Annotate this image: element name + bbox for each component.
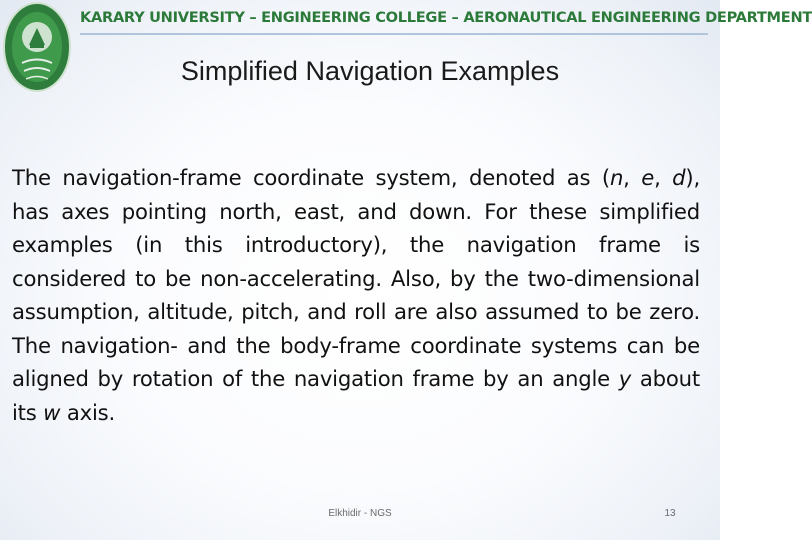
banner-divider [80,33,708,35]
body-var-y: y [618,366,632,391]
slide-title: Simplified Navigation Examples [180,56,560,86]
body-var-d: d [672,165,686,190]
footer-author: Elkhidir - NGS [328,508,392,519]
body-var-w: w [43,399,61,425]
department-banner: KARARY UNIVERSITY – ENGINEERING COLLEGE – AERONAUTICAL ENGINEERING DEPARTMENT [80,9,812,26]
body-var-e: e [641,165,655,190]
university-seal-icon [2,1,72,93]
body-sep: , [623,165,642,190]
body-text: The navigation-frame coordinate system, denoted as ( [12,165,610,190]
body-text: about its [12,366,700,425]
header [0,0,812,44]
body-text: ), has axes pointing north, east, and down. For these simplified examples (in this introductory), the navigation frame is considered to be non-accelerating. Also, by the two-dimensional assumption, altitude, pitch, and roll are also assumed to be zero. The navigation- and the body-frame coordinate systems can be aligned by rotation of the navigation frame by an angle [12,165,700,391]
page-number: 13 [664,508,676,519]
body-text: axis. [60,399,116,425]
body-var-n: n [609,165,624,190]
body-sep: , [654,165,673,190]
slide-body [12,161,700,429]
